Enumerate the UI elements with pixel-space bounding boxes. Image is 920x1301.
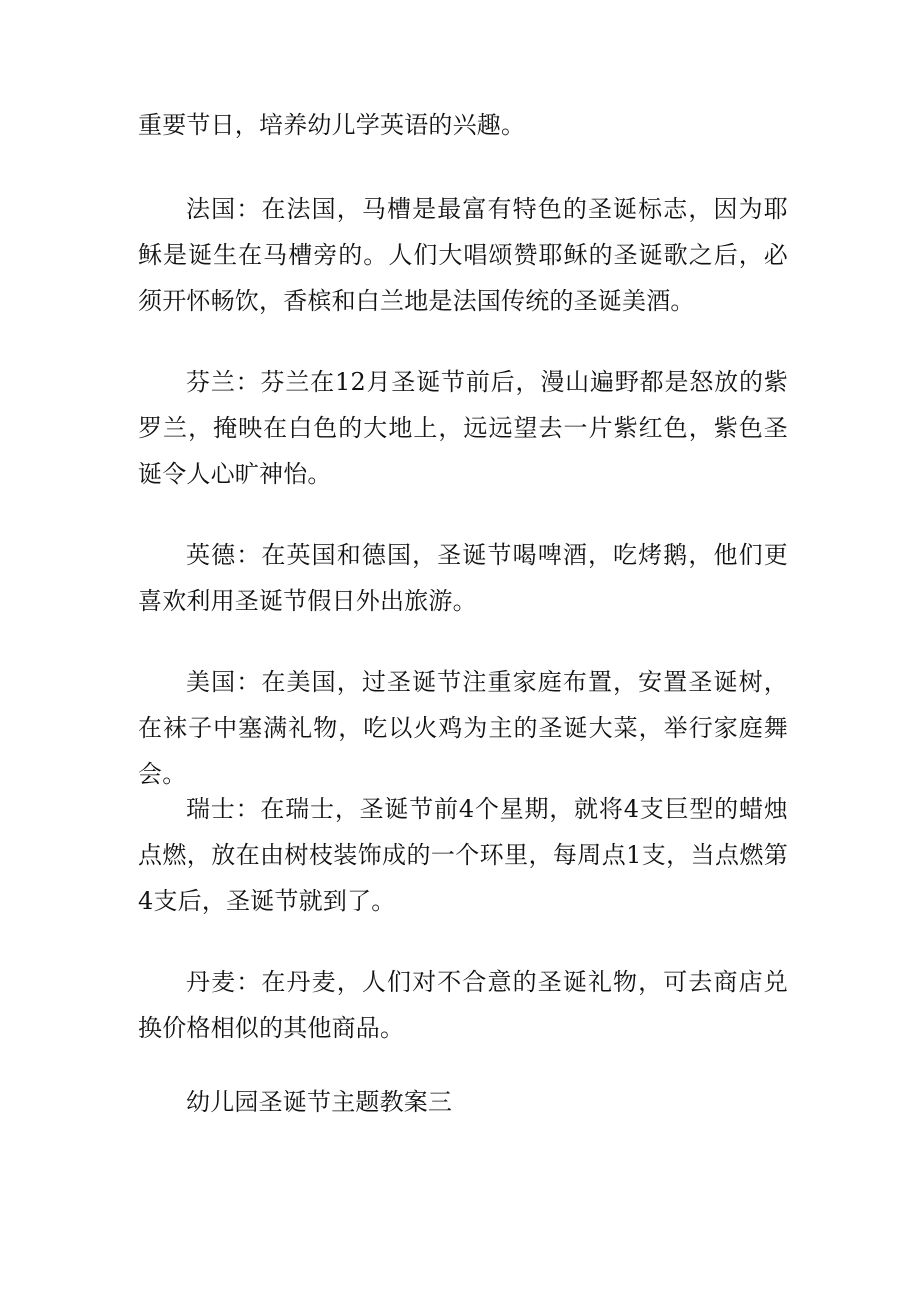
paragraph-france: 法国：在法国，马槽是最富有特色的圣诞标志，因为耶稣是诞生在马槽旁的。人们大唱颂赞耶稣的圣诞歌之后，必须开怀畅饮，香槟和白兰地是法国传统的圣诞美酒。 (138, 195, 788, 315)
paragraph-switzerland: 瑞士：在瑞士，圣诞节前4个星期，就将4支巨型的蜡烛点燃，放在由树枝装饰成的一个环里，每周点1支，当点燃第4支后，圣诞节就到了。 (138, 795, 788, 915)
paragraph-continued-intro: 重要节日，培养幼儿学英语的兴趣。 (138, 111, 526, 139)
paragraph-denmark: 丹麦：在丹麦，人们对不合意的圣诞礼物，可去商店兑换价格相似的其他商品。 (138, 968, 788, 1042)
paragraph-usa: 美国：在美国，过圣诞节注重家庭布置，安置圣诞树，在袜子中塞满礼物，吃以火鸡为主的圣诞大菜，举行家庭舞会。 (138, 668, 788, 788)
section-heading-lesson-plan-three: 幼儿园圣诞节主题教案三 (186, 1088, 453, 1116)
paragraph-finland: 芬兰：芬兰在12月圣诞节前后，漫山遍野都是怒放的紫罗兰，掩映在白色的大地上，远远望去一片紫红色，紫色圣诞令人心旷神怡。 (138, 368, 788, 488)
paragraph-uk-germany: 英德：在英国和德国，圣诞节喝啤酒，吃烤鹅，他们更喜欢利用圣诞节假日外出旅游。 (138, 541, 788, 615)
